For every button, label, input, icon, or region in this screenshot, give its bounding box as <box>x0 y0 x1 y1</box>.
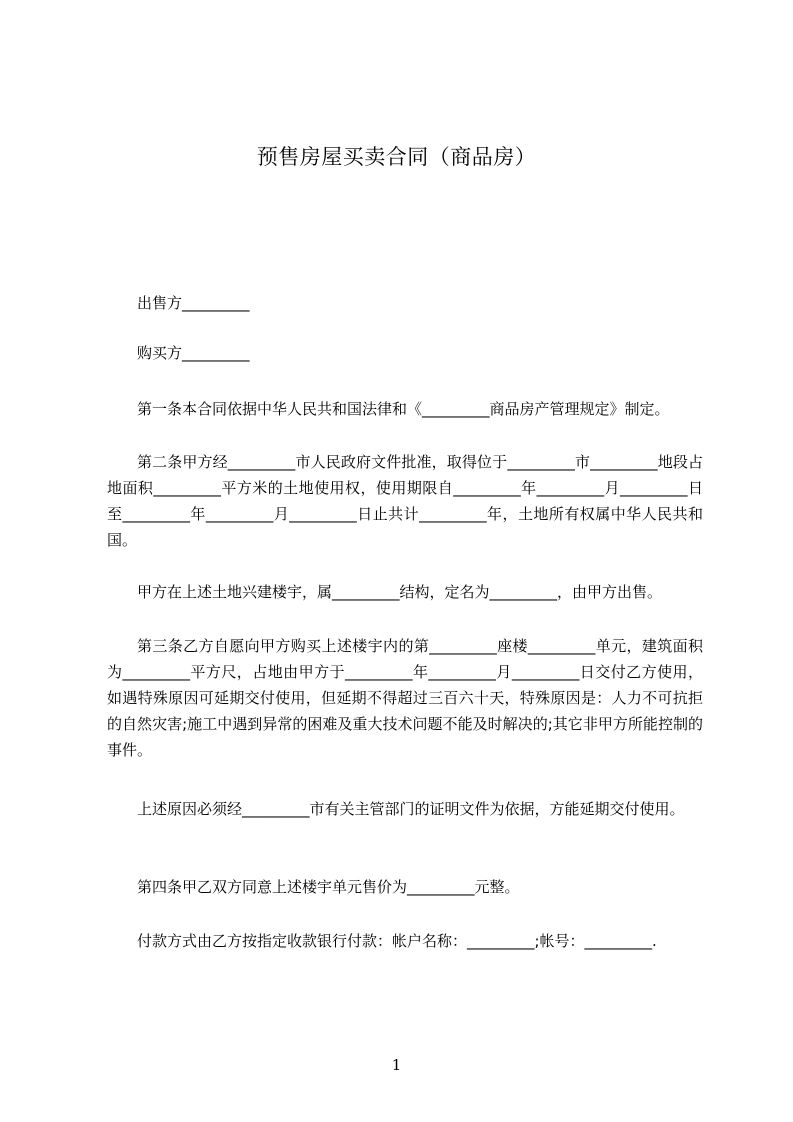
article-2: 第二条甲方经_________市人民政府文件批准，取得位于_________市_________地段占地面积_________平方米的土地使用权，使用期限自_________年_________月_________日至_________年_________月_________日止共计_________年，土地所有权属中华人民共和国。 <box>107 453 703 549</box>
seller-line: 出售方_________ <box>137 294 250 312</box>
document-title: 预售房屋买卖合同（商品房） <box>256 145 537 169</box>
building-paragraph: 甲方在上述土地兴建楼宇，属_________结构，定名为_________，由甲方出售。 <box>137 583 663 601</box>
article-3: 第三条乙方自愿向甲方购买上述楼宇内的第_________座楼_________单元，建筑面积为_________平方尺，占地由甲方于_________年_________月_________日交付乙方使用，如遇特殊原因可延期交付使用，但延期不得超过三百六十天，特殊原因是：人力不可抗拒的自然灾害;施工中遇到异常的困难及重大技术问题不能及时解决的;其它非甲方所能控制的事件。 <box>107 637 703 759</box>
article-4: 第四条甲乙双方同意上述楼宇单元售价为_________元整。 <box>137 878 520 896</box>
delay-paragraph: 上述原因必须经_________市有关主管部门的证明文件为依据，方能延期交付使用。 <box>137 800 685 818</box>
payment-paragraph: 付款方式由乙方按指定收款银行付款：帐户名称：_________;帐号：_________. <box>137 932 657 950</box>
article-1: 第一条本合同依据中华人民共和国法律和《_________商品房产管理规定》制定。 <box>137 400 670 418</box>
page-number: 1 <box>391 1056 402 1074</box>
buyer-line: 购买方_________ <box>137 344 250 362</box>
